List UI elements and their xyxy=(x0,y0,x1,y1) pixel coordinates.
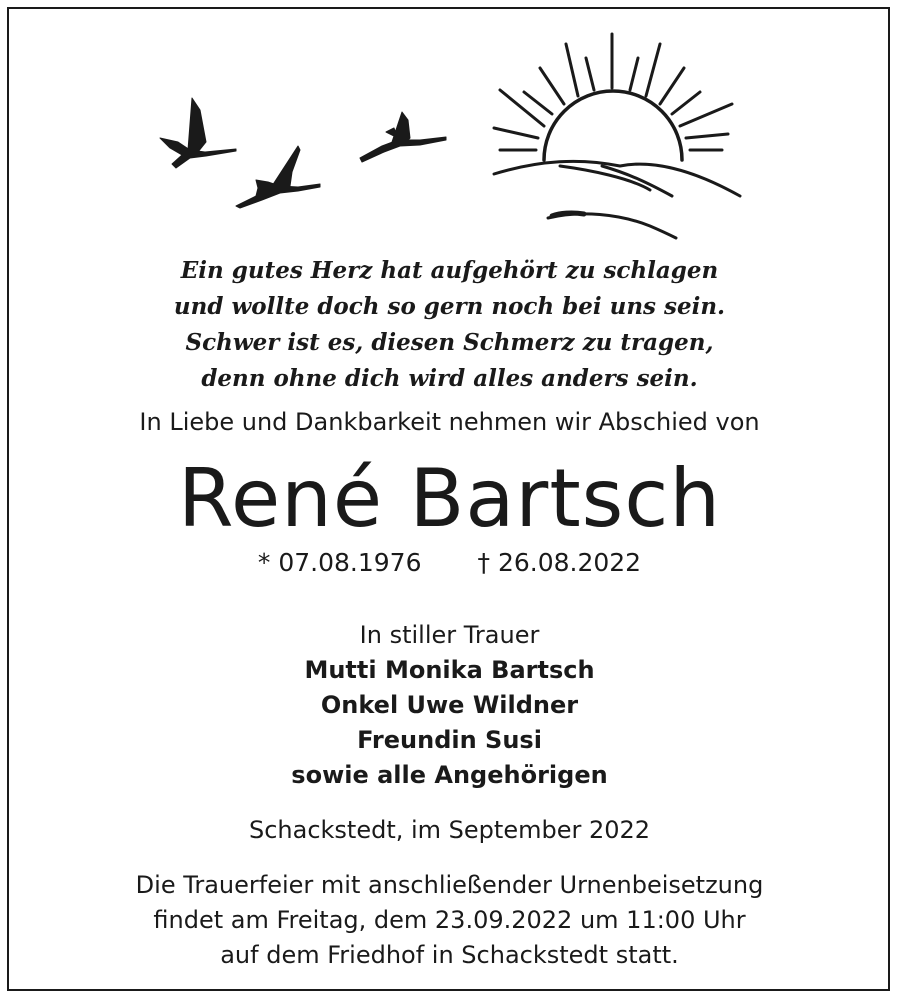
setting-sun-icon xyxy=(494,34,740,238)
ceremony-line: findet am Freitag, dem 23.09.2022 um 11:00 Uhr xyxy=(153,906,746,934)
place-and-date: Schackstedt, im September 2022 xyxy=(248,816,651,844)
poem-line: denn ohne dich wird alles anders sein. xyxy=(201,365,698,392)
deceased-name: René Bartsch xyxy=(177,452,722,545)
poem-line: Ein gutes Herz hat aufgehört zu schlagen xyxy=(180,257,719,284)
poem-line: Schwer ist es, diesen Schmerz zu tragen, xyxy=(185,329,714,356)
ceremony-info xyxy=(0,868,899,973)
flying-crane-icon xyxy=(160,98,236,168)
ceremony-line: auf dem Friedhof in Schackstedt statt. xyxy=(220,941,679,969)
mourner-name: Onkel Uwe Wildner xyxy=(320,691,579,719)
farewell-intro: In Liebe und Dankbarkeit nehmen wir Abschied von xyxy=(139,408,760,436)
flying-crane-icon xyxy=(360,112,446,162)
ceremony-line: Die Trauerfeier mit anschließender Urnenbeisetzung xyxy=(135,871,764,899)
poem-line: und wollte doch so gern noch bei uns sein. xyxy=(173,293,726,320)
header-illustration xyxy=(0,0,899,250)
birth-date: * 07.08.1976 xyxy=(257,548,422,577)
mourner-name: Freundin Susi xyxy=(357,726,542,754)
mourners-heading: In stiller Trauer xyxy=(359,621,540,649)
death-date: † 26.08.2022 xyxy=(477,548,642,577)
mourner-name: sowie alle Angehörigen xyxy=(291,761,608,789)
mourners-block xyxy=(0,618,899,793)
life-dates xyxy=(0,544,899,582)
poem-verse xyxy=(0,253,899,397)
flying-crane-icon xyxy=(236,146,320,208)
mourner-name: Mutti Monika Bartsch xyxy=(304,656,595,684)
